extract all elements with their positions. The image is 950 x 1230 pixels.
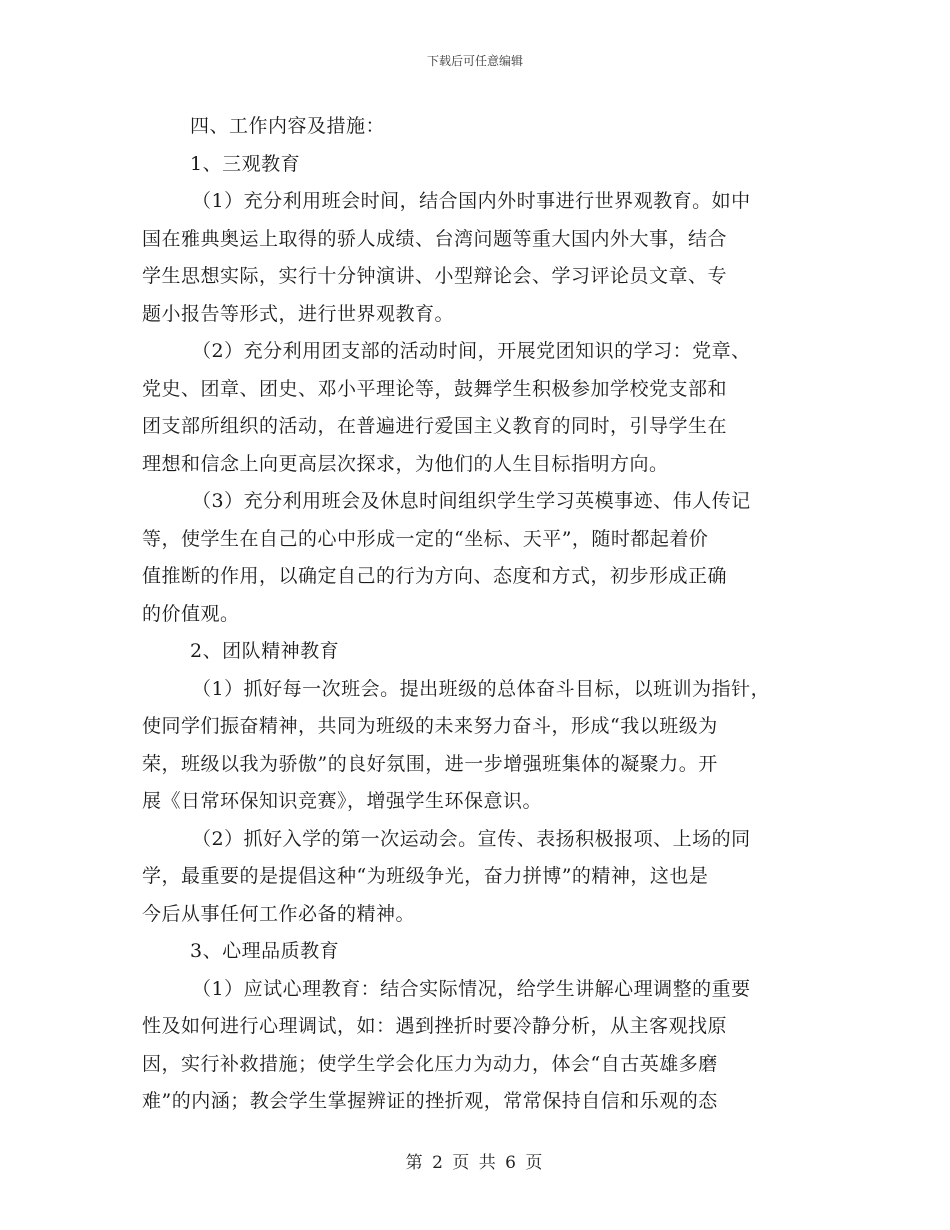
page-header: 下载后可任意编辑	[426, 54, 523, 68]
paragraph-line: 学，最重要的是提倡这种“为班级争光，奋力拼博”的精神，这也是	[142, 865, 709, 887]
section-heading: 四、工作内容及措施：	[190, 115, 386, 137]
paragraph-line: （1）抓好每一次班会。提出班级的总体奋斗目标，以班训为指针，	[192, 677, 771, 700]
paragraph-line: 展《日常环保知识竞赛》，增强学生环保意识。	[142, 790, 543, 812]
document-body	[142, 108, 822, 1121]
paragraph-line: 今后从事任何工作必备的精神。	[142, 902, 416, 925]
section-heading: 1、三观教育	[190, 152, 301, 175]
paragraph-line: （2）抓好入学的第一次运动会。宣传、表扬积极报项、上场的同	[192, 827, 751, 850]
paragraph-line: 荣，班级以我为骄傲”的良好氛围，进一步增强班集体的凝聚力。开	[142, 752, 718, 775]
paragraph-line: 团支部所组织的活动，在普遍进行爱国主义教育的同时，引导学生在	[142, 415, 728, 437]
section-heading: 3、心理品质教育	[190, 940, 340, 962]
paragraph-line: 国在雅典奥运上取得的骄人成绩、台湾问题等重大国内外大事，结合	[142, 227, 728, 250]
paragraph-line: 使同学们振奋精神，共同为班级的未来努力奋斗，形成“我以班级为	[142, 715, 718, 737]
paragraph-line: 等，使学生在自己的心中形成一定的“坐标、天平”，随时都起着价	[142, 527, 709, 550]
paragraph-line: （3）充分利用班会及休息时间组织学生学习英模事迹、伟人传记	[192, 490, 751, 512]
paragraph-line: 因，实行补救措施；使学生学会化压力为动力，体会“自古英雄多磨	[142, 1052, 718, 1075]
paragraph-line: 值推断的作用，以确定自己的行为方向、态度和方式，初步形成正确	[142, 565, 728, 587]
paragraph-line: 理想和信念上向更高层次探求，为他们的人生目标指明方向。	[142, 452, 669, 475]
paragraph-line: 学生思想实际，实行十分钟演讲、小型辩论会、学习评论员文章、专	[142, 265, 728, 287]
paragraph-line: 题小报告等形式，进行世界观教育。	[142, 302, 455, 325]
paragraph-line: （1）应试心理教育：结合实际情况，给学生讲解心理调整的重要	[192, 977, 751, 1000]
paragraph-line: 难”的内涵；教会学生掌握辨证的挫折观，常常保持自信和乐观的态	[142, 1090, 718, 1112]
page-footer: 第 2 页 共 6 页	[405, 1153, 545, 1173]
paragraph-line: 的价值观。	[142, 602, 240, 625]
paragraph-line: 党史、团章、团史、邓小平理论等，鼓舞学生积极参加学校党支部和	[142, 377, 728, 400]
section-heading: 2、团队精神教育	[190, 640, 340, 662]
paragraph-line: （1）充分利用班会时间，结合国内外时事进行世界观教育。如中	[192, 190, 751, 212]
paragraph-line: 性及如何进行心理调试，如：遇到挫折时要冷静分析，从主客观找原	[142, 1015, 728, 1037]
paragraph-line: （2）充分利用团支部的活动时间，开展党团知识的学习：党章、	[192, 340, 751, 362]
